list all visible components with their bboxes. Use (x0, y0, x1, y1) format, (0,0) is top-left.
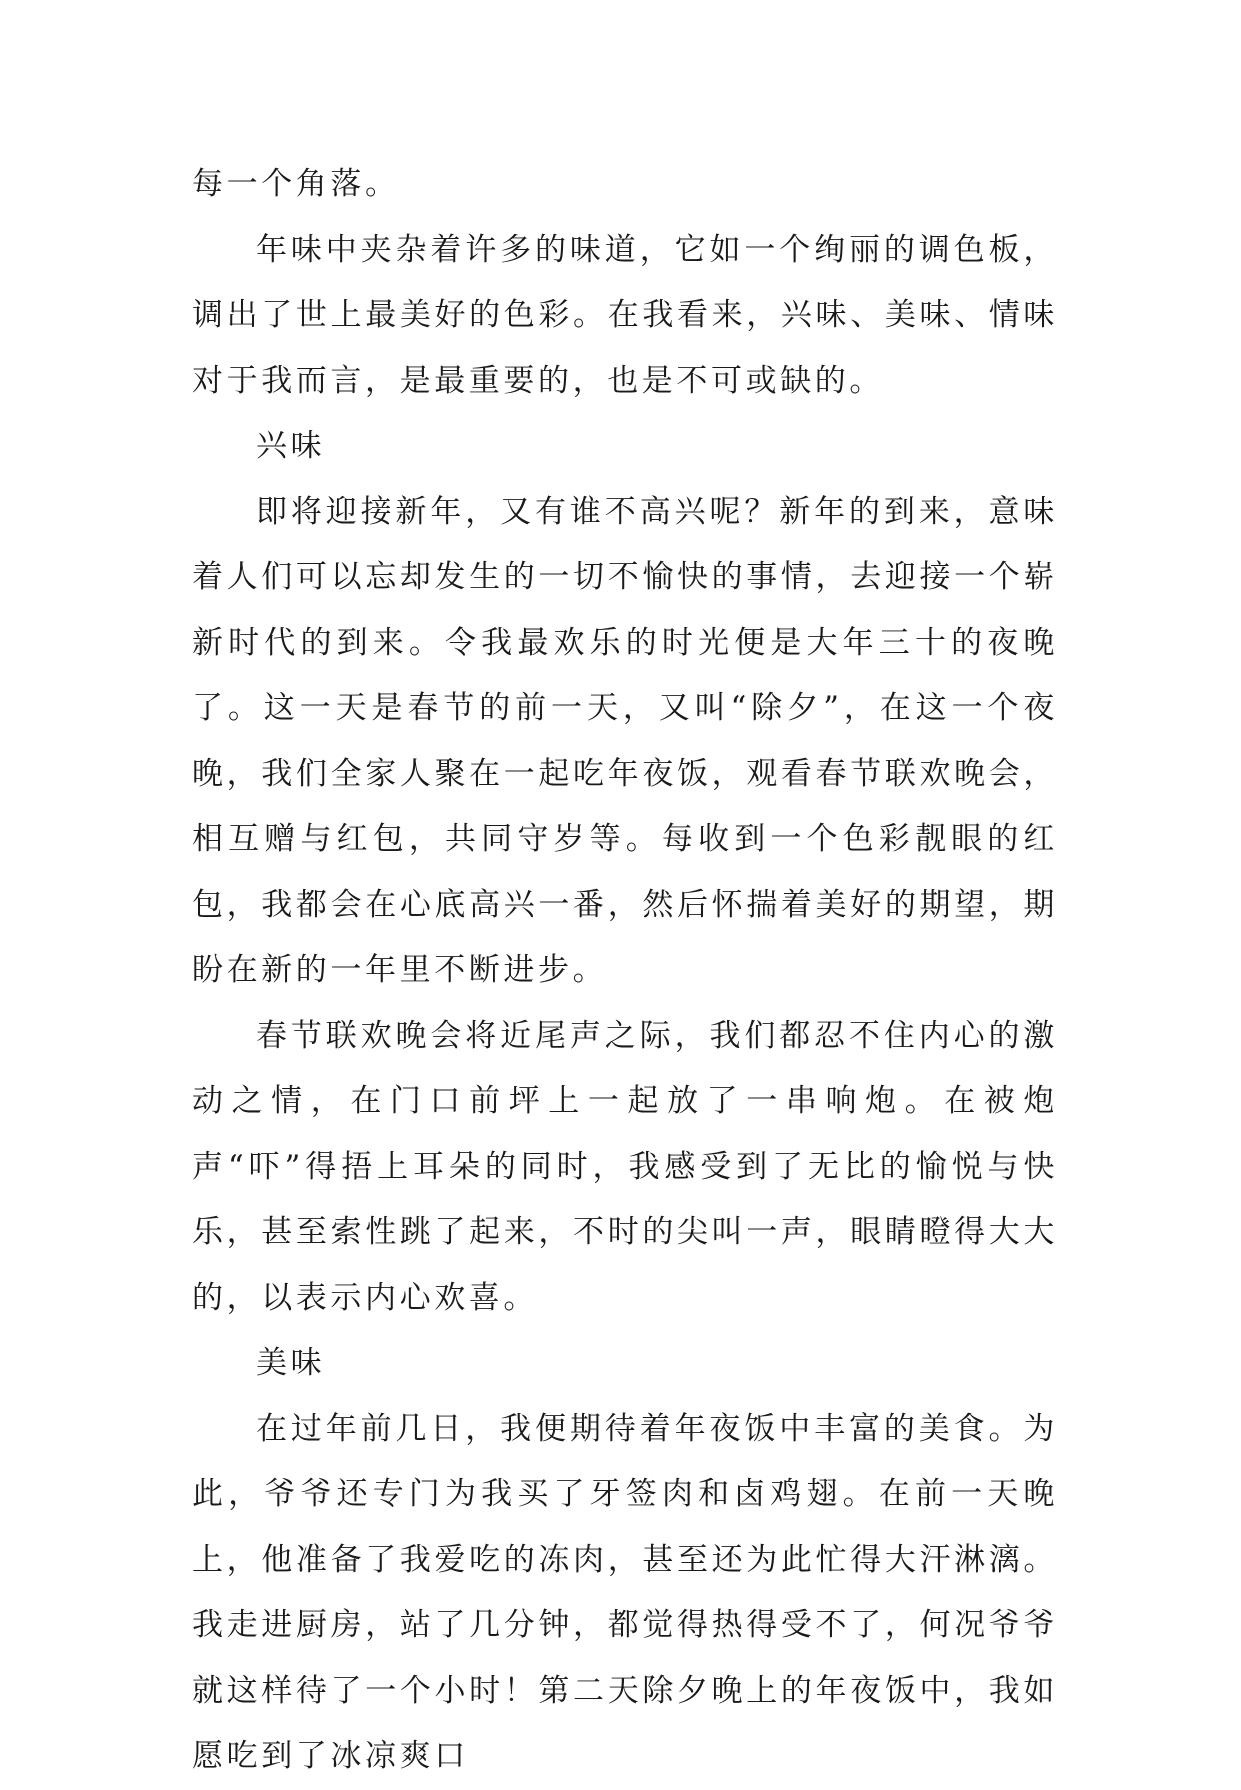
paragraph-new-year-eve: 即将迎接新年，又有谁不高兴呢？新年的到来，意味着人们可以忘却发生的一切不愉快的事情，去迎接一个崭新时代的到来。令我最欢乐的时光便是大年三十的夜晚了。这一天是春节的前一天，又叫“除夕”，在这一个夜晚，我们全家人聚在一起吃年夜饭，观看春节联欢晚会，相互赠与红包，共同守岁等。每收到一个色彩靓眼的红包，我都会在心底高兴一番，然后怀揣着美好的期望，期盼在新的一年里不断进步。 (192, 493, 1058, 988)
paragraph-food: 在过年前几日，我便期待着年夜饭中丰富的美食。为此，爷爷还专门为我买了牙签肉和卤鸡翅。在前一天晚上，他准备了我爱吃的冻肉，甚至还为此忙得大汗淋漓。我走进厨房，站了几分钟，都觉得热得受不了，何况爷爷就这样待了一个小时！第二天除夕晚上的年夜饭中，我如愿吃到了冰凉爽口 (192, 1410, 1058, 1774)
paragraph-continuation: 每一个角落。 (192, 166, 400, 202)
section-heading-xingwei: 兴味 (256, 428, 326, 464)
paragraph-firecrackers: 春节联欢晚会将近尾声之际，我们都忍不住内心的激动之情，在门口前坪上一起放了一串响炮。在被炮声“吓”得捂上耳朵的同时，我感受到了无比的愉悦与快乐，甚至索性跳了起来，不时的尖叫一声，眼睛瞪得大大的，以表示内心欢喜。 (192, 1017, 1058, 1316)
paragraph-intro: 年味中夹杂着许多的味道，它如一个绚丽的调色板，调出了世上最美好的色彩。在我看来，兴味、美味、情味对于我而言，是最重要的，也是不可或缺的。 (192, 231, 1058, 399)
section-heading-meiwei: 美味 (256, 1345, 326, 1381)
document-body (192, 152, 1058, 1790)
